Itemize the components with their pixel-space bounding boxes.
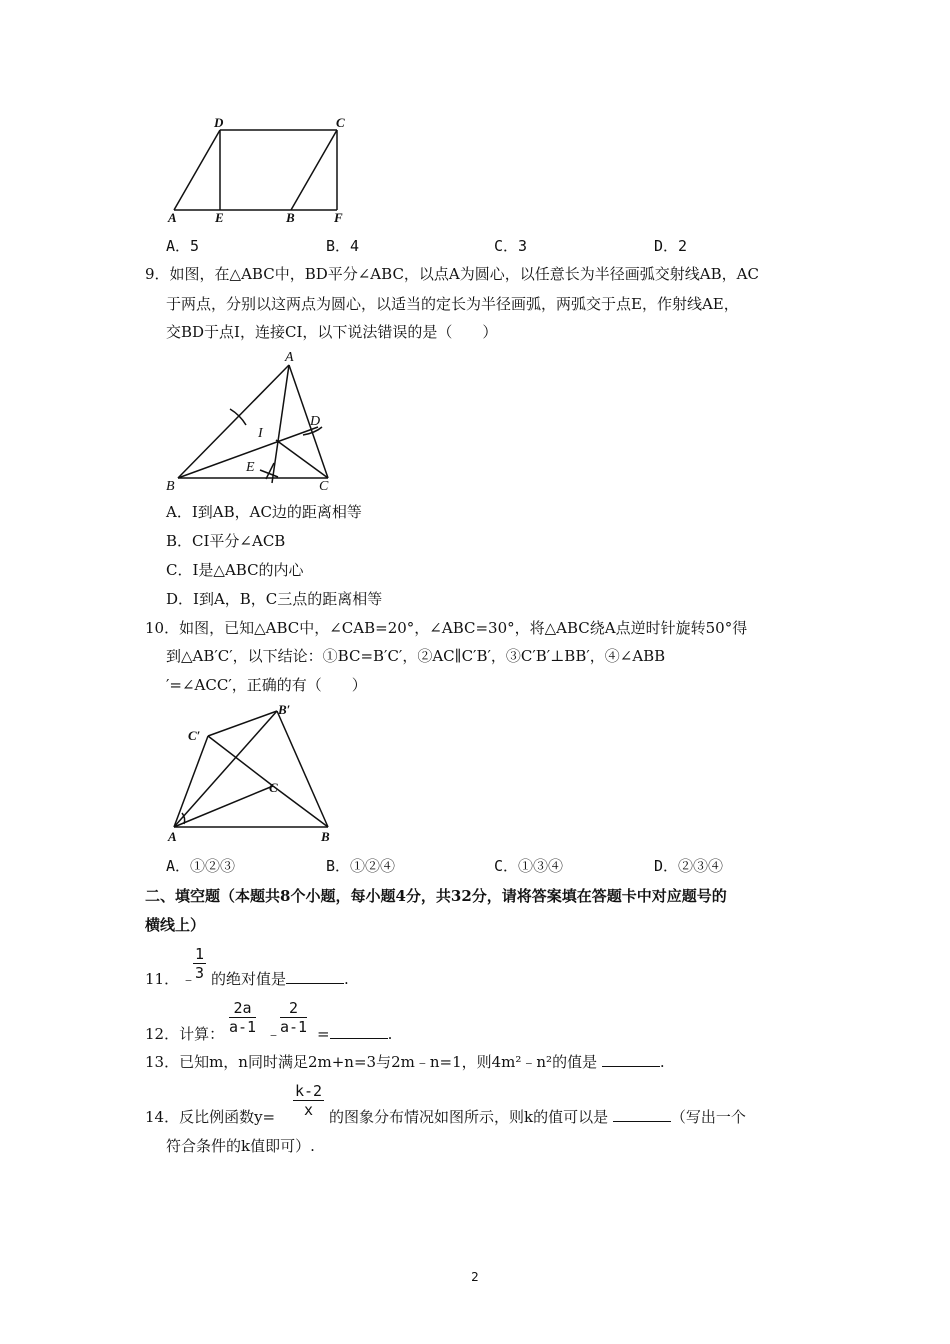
q11-question-text: 的绝对值是: [211, 970, 287, 988]
q12-minus: ﹣: [266, 1025, 282, 1043]
q14-answer-blank[interactable]: [613, 1107, 671, 1122]
q12-f2-denominator: a-1: [280, 1018, 308, 1036]
q9-option-c: C．I是△ABC的内心: [166, 561, 304, 579]
q11-number: 11．: [145, 970, 180, 988]
section-2-heading-line-2: 横线上）: [145, 916, 206, 934]
fig8-label-c: C: [336, 115, 345, 130]
q9-option-a: A．I到AB，AC边的距离相等: [166, 503, 362, 521]
q12-answer: [317, 1024, 392, 1044]
q9-line-3: 交BD于点I，连接CI，以下说法错误的是（ ）: [166, 323, 498, 341]
q8-option-c: C．3: [494, 237, 528, 255]
fig9-label-b: B: [166, 479, 175, 494]
q8-option-a: A．5: [166, 237, 200, 255]
fig9-label-d: D: [310, 414, 321, 429]
q10-option-c: C．①③④: [494, 857, 564, 875]
q14-prefix: 14．反比例函数y=: [145, 1108, 276, 1126]
q12-f1-denominator: a-1: [229, 1018, 257, 1036]
q12-f2-numerator: 2: [280, 999, 307, 1018]
fig8-label-e: E: [215, 210, 224, 225]
q14-fraction: [293, 1082, 324, 1119]
fig8-label-d: D: [214, 115, 224, 130]
q12-end: .: [387, 1025, 393, 1043]
q9-line-1: 9．如图，在△ABC中，BD平分∠ABC，以点A为圆心，以任意长为半径画弧交射线AB，AC: [145, 265, 759, 283]
fig9-label-c: C: [319, 479, 329, 494]
q12-equals: =: [317, 1025, 330, 1043]
fig10-label-c-prime: C′: [188, 728, 201, 743]
figure-q9: [160, 345, 360, 495]
q9-option-d: D．I到A，B，C三点的距离相等: [166, 590, 383, 608]
figure-q10: [160, 700, 360, 850]
q10-line-3: ′=∠ACC′，正确的有（ ）: [166, 676, 367, 694]
q11-end: .: [344, 970, 349, 988]
q9-line-2: 于两点，分别以这两点为圆心，以适当的定长为半径画弧，两弧交于点E，作射线AE，: [166, 295, 739, 313]
q11-frac-denominator: 3: [195, 964, 205, 982]
q11-minus: ﹣: [181, 970, 197, 988]
q11-answer-blank[interactable]: [286, 969, 344, 984]
fig8-label-f: F: [334, 210, 343, 225]
fig8-label-a: A: [168, 210, 177, 225]
q8-option-b: B．4: [326, 237, 360, 255]
q14-line-2: 符合条件的k值即可）.: [166, 1137, 315, 1155]
fig9-label-e: E: [246, 460, 255, 475]
q12-prefix: 12．计算：: [145, 1025, 225, 1043]
q10-line-1: 10．如图，已知△ABC中，∠CAB=20°，∠ABC=30°，将△ABC绕A点逆时针旋转50°得: [145, 619, 748, 637]
fig10-label-b-prime: B′: [278, 702, 291, 717]
q14-body: [329, 1107, 746, 1127]
q13-end: .: [659, 1053, 665, 1071]
fig9-label-i: I: [258, 426, 263, 441]
q14-frac-denominator: x: [304, 1101, 314, 1119]
q10-line-2: 到△AB′C′，以下结论：①BC=B′C′，②AC∥C′B′，③C′B′⊥BB′，④∠ABB: [166, 647, 666, 665]
q12-f1-numerator: 2a: [229, 999, 256, 1018]
q11-text: [211, 969, 349, 989]
q12-answer-blank[interactable]: [330, 1024, 388, 1039]
q10-option-d: D．②③④: [654, 857, 724, 875]
figure-q8: [160, 110, 360, 230]
q12-fraction-1: [229, 999, 256, 1036]
q10-option-b: B．①②④: [326, 857, 396, 875]
q14-frac-numerator: k-2: [295, 1082, 323, 1100]
fig9-label-a: A: [285, 350, 294, 365]
q8-option-d: D．2: [654, 237, 688, 255]
fig8-label-b: B: [286, 210, 295, 225]
fig10-label-a: A: [168, 829, 177, 844]
section-2-heading-line-1: 二、填空题（本题共8个小题，每小题4分，共32分，请将答案填在答题卡中对应题号的: [145, 887, 727, 905]
q14-text: 的图象分布情况如图所示，则k的值可以是: [329, 1108, 609, 1126]
q11-fraction: [193, 945, 206, 982]
q13-text: 13．已知m，n同时满足2m+n=3与2m﹣n=1，则4m²﹣n²的值是: [145, 1053, 598, 1071]
fig10-label-b: B: [321, 829, 330, 844]
q14-suffix: （写出一个: [670, 1108, 746, 1126]
q13-line: [145, 1052, 665, 1072]
q9-option-b: B．CI平分∠ACB: [166, 532, 286, 550]
q10-option-a: A．①②③: [166, 857, 236, 875]
q12-fraction-2: [280, 999, 307, 1036]
q13-answer-blank[interactable]: [602, 1052, 660, 1067]
q11-frac-numerator: 1: [195, 945, 205, 963]
fig10-label-c: C: [269, 780, 278, 795]
page-number: 2: [471, 1270, 479, 1284]
